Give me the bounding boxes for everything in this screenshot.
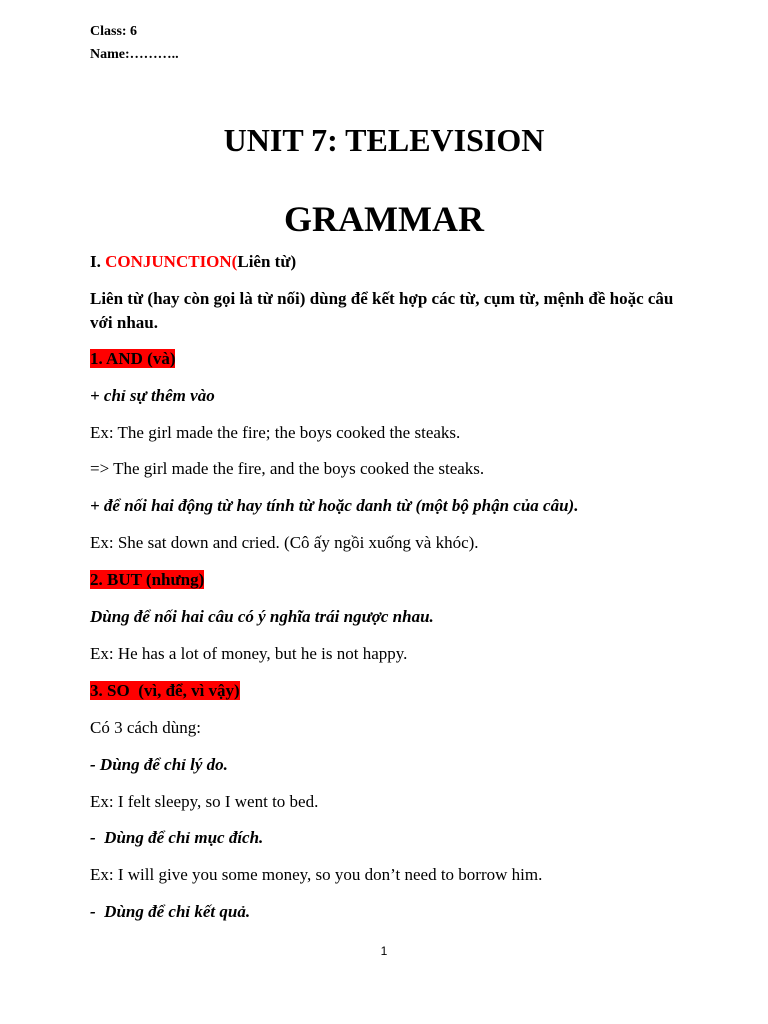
and-heading-label: 1. AND [90, 349, 143, 368]
but-heading-vi: (nhưng) [141, 570, 205, 589]
so-use-3: - Dùng để chỉ kết quả. [90, 902, 251, 921]
so-heading-vi: (vì, để, vì vậy) [133, 681, 240, 700]
and-example-2: Ex: She sat down and cried. (Cô ấy ngồi xuống và khóc). [90, 533, 479, 552]
and-heading-vi: (và) [142, 349, 176, 368]
conjunction-heading-vi: Liên từ) [237, 252, 297, 271]
so-heading-label: 3. SO [90, 681, 134, 700]
but-heading-label: 2. BUT [90, 570, 142, 589]
and-example-1: Ex: The girl made the fire; the boys cooked the steaks. [90, 423, 461, 442]
conjunction-intro: Liên từ (hay còn gọi là từ nối) dùng để kết hợp các từ, cụm từ, mệnh đề hoặc câu với nhau. [90, 289, 674, 332]
and-usage-1: + chỉ sự thêm vào [90, 386, 215, 405]
but-usage: Dùng để nối hai câu có ý nghĩa trái ngược nhau. [90, 607, 434, 626]
page-number: 1 [380, 944, 388, 958]
but-example: Ex: He has a lot of money, but he is not happy. [90, 644, 408, 663]
class-line: Class: 6 [90, 24, 138, 39]
conjunction-heading [90, 252, 296, 272]
so-example-1: Ex: I felt sleepy, so I went to bed. [90, 792, 319, 811]
so-use-1: - Dùng để chỉ lý do. [90, 755, 228, 774]
unit-title: UNIT 7: TELEVISION [223, 122, 545, 158]
so-example-2: Ex: I will give you some money, so you don’t need to borrow him. [90, 865, 543, 884]
and-heading [90, 349, 175, 369]
section-title: GRAMMAR [284, 199, 484, 239]
so-use-2: - Dùng để chỉ mục đích. [90, 828, 264, 847]
so-intro: Có 3 cách dùng: [90, 718, 201, 737]
so-heading [90, 681, 240, 701]
roman-numeral: I. [90, 252, 106, 271]
and-example-1-result: => The girl made the fire, and the boys cooked the steaks. [90, 459, 485, 478]
and-usage-2: + để nối hai động từ hay tính từ hoặc danh từ (một bộ phận của câu). [90, 496, 579, 515]
but-heading [90, 570, 204, 590]
name-line: Name:……….. [90, 47, 179, 62]
conjunction-heading-red: CONJUNCTION( [105, 252, 238, 271]
